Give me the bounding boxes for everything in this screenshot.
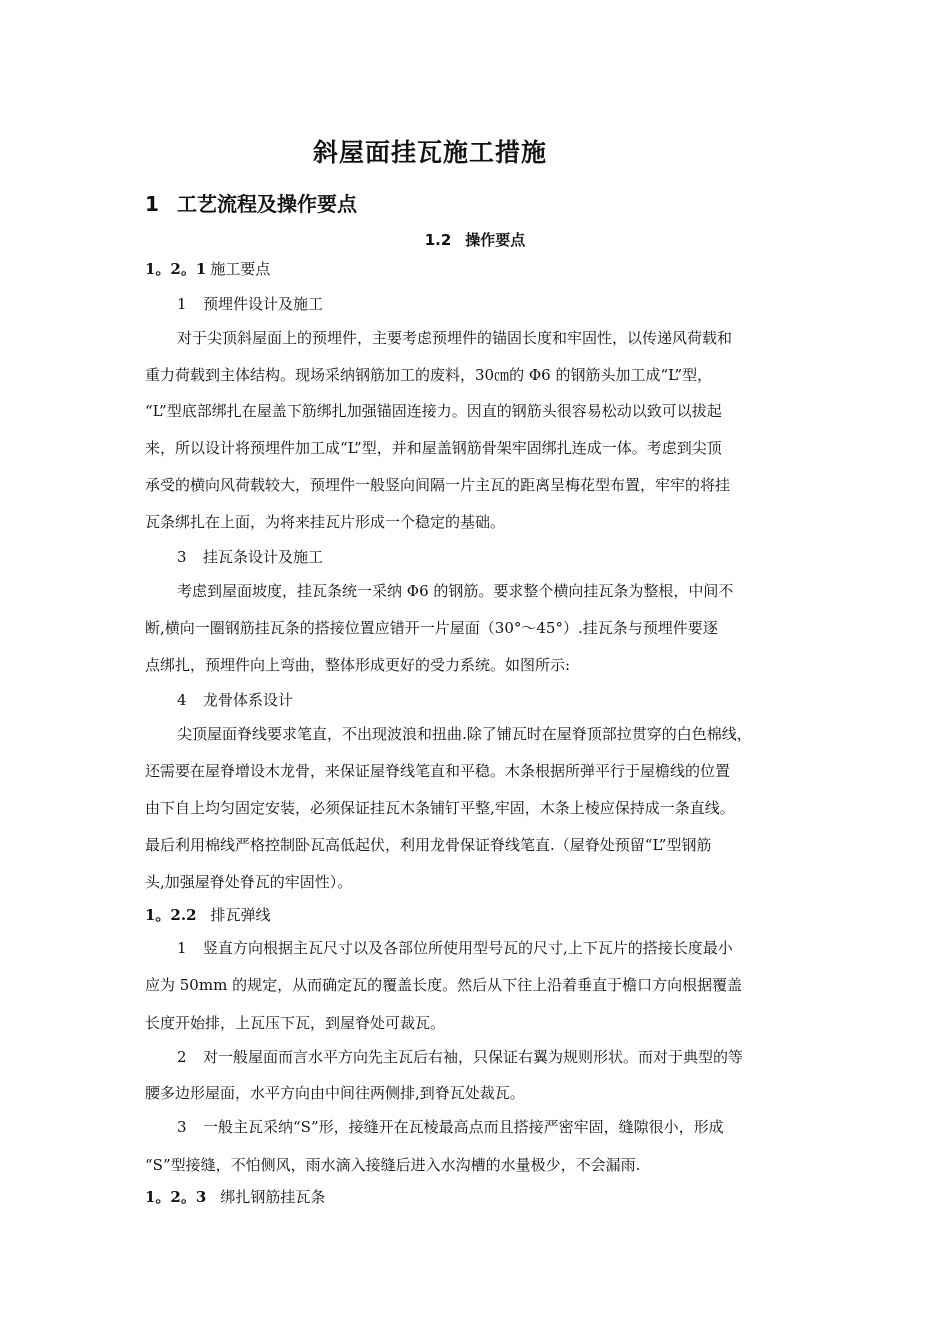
paragraph-line: “L”型底部绑扎在屋盖下筋绑扎加强锚固连接力。因直的钢筋头很容易松动以致可以拔起 <box>145 402 722 420</box>
paragraph-line: 尖顶屋面脊线要求笔直，不出现波浪和扭曲.除了铺瓦时在屋脊顶部拉贯穿的白色棉线， <box>177 725 752 743</box>
subsection-label: 施工要点 <box>210 260 271 278</box>
item-number: 3 <box>177 548 187 566</box>
item-heading-3 <box>177 547 323 567</box>
subsection-number: 1。2。3 <box>145 1188 207 1206</box>
item-heading-1 <box>177 294 323 314</box>
paragraph-line: 最后利用棉线严格控制卧瓦高低起伏，利用龙骨保证脊线笔直.（屋脊处预留“L”型钢筋 <box>145 836 712 854</box>
paragraph-line: 来，所以设计将预埋件加工成“L”型，并和屋盖钢筋骨架牢固绑扎连成一体。考虑到尖顶 <box>145 439 722 457</box>
subsection-heading-1-2-1 <box>145 259 270 279</box>
paragraph-line: 断,横向一圈钢筋挂瓦条的搭接位置应错开一片屋面（30°～45°）.挂瓦条与预埋件要逐 <box>145 619 718 637</box>
subsection-number: 1.2 <box>424 231 452 249</box>
item-heading-4 <box>177 690 293 710</box>
section-number: 1 <box>145 192 159 216</box>
subsection-heading-1-2-3 <box>145 1187 325 1207</box>
item-text: 一般主瓦采纳“S”形，接缝开在瓦棱最高点而且搭接严密牢固，缝隙很小，形成 <box>203 1118 724 1136</box>
item-number: 1 <box>177 939 187 957</box>
subsection-label: 排瓦弹线 <box>210 906 271 924</box>
paragraph-line: 腰多边形屋面，水平方向由中间往两侧排,到脊瓦处裁瓦。 <box>145 1084 525 1102</box>
item-text: 对一般屋面而言水平方向先主瓦后右袖，只保证右翼为规则形状。而对于典型的等 <box>203 1048 744 1066</box>
subsection-label: 绑扎钢筋挂瓦条 <box>220 1188 326 1206</box>
paragraph-line <box>177 938 733 958</box>
item-label: 挂瓦条设计及施工 <box>203 548 324 566</box>
subsection-heading-1-2 <box>0 229 950 250</box>
item-number: 1 <box>177 295 187 313</box>
item-label: 龙骨体系设计 <box>203 691 294 709</box>
paragraph-line: “S”型接缝，不怕侧风，雨水滴入接缝后进入水沟槽的水量极少，不会漏雨. <box>145 1156 641 1174</box>
item-number: 2 <box>177 1048 187 1066</box>
paragraph-line: 瓦条绑扎在上面，为将来挂瓦片形成一个稳定的基础。 <box>145 513 506 531</box>
document-title: 斜屋面挂瓦施工措施 <box>312 138 547 167</box>
paragraph-line <box>177 1117 724 1137</box>
paragraph-line <box>177 1047 743 1067</box>
paragraph-line: 应为 50mm 的规定，从而确定瓦的覆盖长度。然后从下往上沿着垂直于檐口方向根据覆盖 <box>145 976 743 994</box>
item-number: 3 <box>177 1118 187 1136</box>
subsection-number: 1。2。1 <box>145 260 207 278</box>
paragraph-line: 还需要在屋脊增设木龙骨，来保证屋脊线笔直和平稳。木条根据所弹平行于屋檐线的位置 <box>145 762 731 780</box>
paragraph-line: 头,加强屋脊处脊瓦的牢固性）。 <box>145 873 353 891</box>
paragraph-line: 重力荷载到主体结构。现场采纳钢筋加工的废料，30㎝的 Φ6 的钢筋头加工成“L”型， <box>145 366 713 384</box>
paragraph-line: 长度开始排，上瓦压下瓦，到屋脊处可裁瓦。 <box>145 1014 446 1032</box>
paragraph-line: 考虑到屋面坡度，挂瓦条统一采纳 Φ6 的钢筋。要求整个横向挂瓦条为整根，中间不 <box>177 582 734 600</box>
section-label: 工艺流程及操作要点 <box>177 192 357 216</box>
paragraph-line: 由下自上均匀固定安装，必须保证挂瓦木条铺钉平整,牢固，木条上棱应保持成一条直线。 <box>145 799 735 817</box>
paragraph-line: 承受的横向风荷载较大，预埋件一般竖向间隔一片主瓦的距离呈梅花型布置，牢牢的将挂 <box>145 476 731 494</box>
item-text: 竖直方向根据主瓦尺寸以及各部位所使用型号瓦的尺寸,上下瓦片的搭接长度最小 <box>203 939 733 957</box>
paragraph-line: 对于尖顶斜屋面上的预埋件，主要考虑预埋件的锚固长度和牢固性，以传递风荷载和 <box>177 329 733 347</box>
subsection-number: 1。2.2 <box>145 906 197 924</box>
item-label: 预埋件设计及施工 <box>203 295 324 313</box>
subsection-heading-1-2-2 <box>145 905 271 925</box>
section-heading-1 <box>145 188 357 217</box>
item-number: 4 <box>177 691 187 709</box>
subsection-label: 操作要点 <box>465 231 526 249</box>
paragraph-line: 点绑扎，预埋件向上弯曲，整体形成更好的受力系统。如图所示: <box>145 656 571 674</box>
